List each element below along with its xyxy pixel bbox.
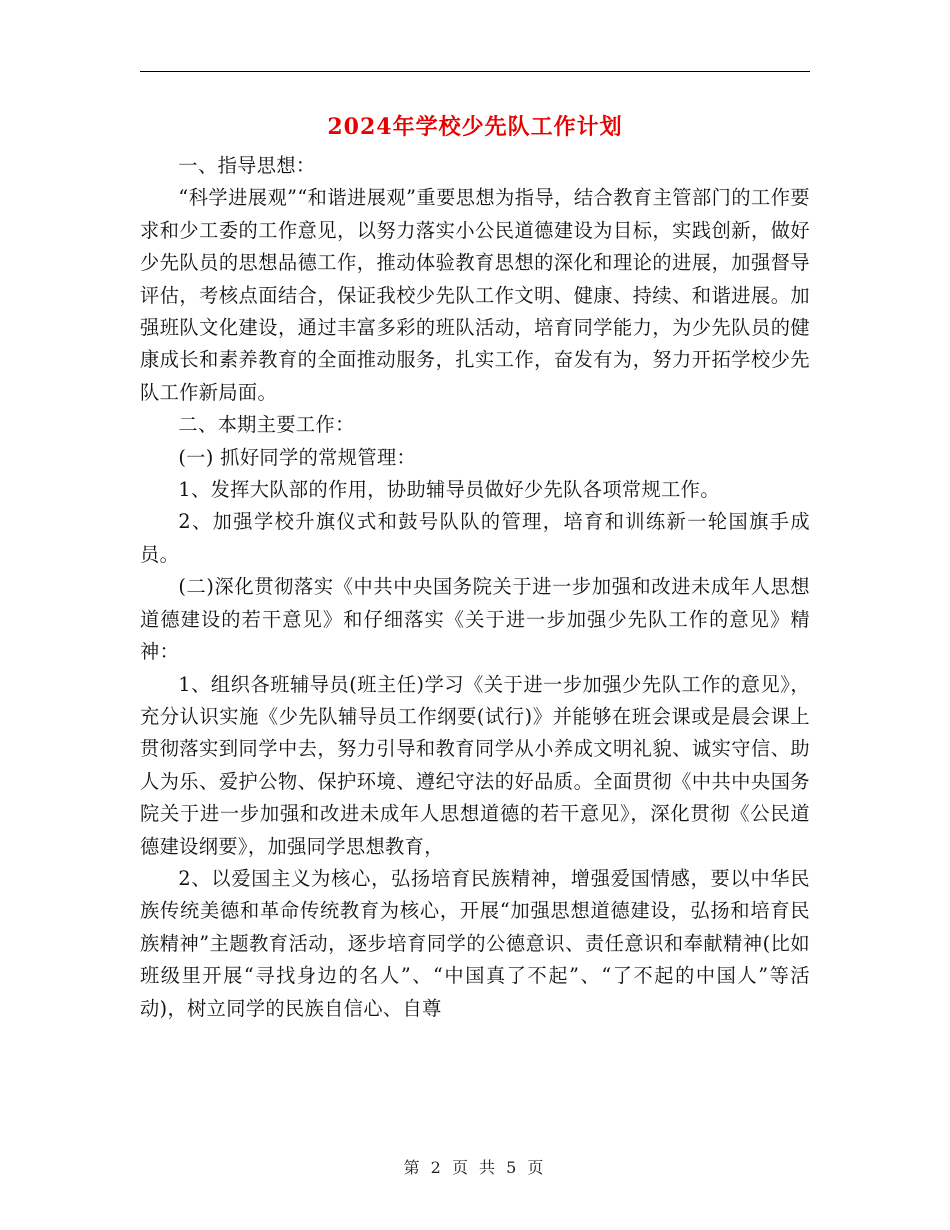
paragraph: 2、加强学校升旗仪式和鼓号队队的管理，培育和训练新一轮国旗手成员。 xyxy=(140,510,810,566)
paragraph: (二)深化贯彻落实《中共中央国务院关于进一步加强和改进未成年人思想道德建设的若干意见》和仔细落实《关于进一步加强少先队工作的意见》精神： xyxy=(140,575,810,664)
document-body xyxy=(140,150,810,1025)
paragraph: 1、发挥大队部的作用，协助辅导员做好少先队各项常规工作。 xyxy=(178,478,720,502)
paragraph: 一、指导思想： xyxy=(178,154,316,177)
document-title: 2024年学校少先队工作计划 xyxy=(327,114,623,140)
paragraph: 二、本期主要工作： xyxy=(178,413,355,437)
paragraph: “科学进展观”“和谐进展观”重要思想为指导，结合教育主管部门的工作要求和少工委的工作意见，以努力落实小公民道德建设为目标，实践创新，做好少先队员的思想品德工作，推动体验教育思想的深化和理论的进展，加强督导评估，考核点面结合，保证我校少先队工作文明、健康、持续、和谐进展。加强班队文化建设，通过丰富多彩的班队活动，培育同学能力，为少先队员的健康成长和素养教育的全面推动服务，扎实工作，奋发有为，努力开拓学校少先队工作新局面。 xyxy=(140,186,810,404)
paragraph: 2、以爱国主义为核心，弘扬培育民族精神，增强爱国情感，要以中华民族传统美德和革命传统教育为核心，开展“加强思想道德建设，弘扬和培育民族精神”主题教育活动，逐步培育同学的公德意识、责任意识和奉献精神(比如班级里开展“寻找身边的名人”、“中国真了不起”、“了不起的中国人”等活动)，树立同学的民族自信心、自尊 xyxy=(140,866,810,1020)
paragraph: (一) 抓好同学的常规管理： xyxy=(178,445,417,469)
paragraph: 1、组织各班辅导员(班主任)学习《关于进一步加强少先队工作的意见》，充分认识实施《少先队辅导员工作纲要(试行)》并能够在班会课或是晨会课上贯彻落实到同学中去，努力引导和教育同学从小养成文明礼貌、诚实守信、助人为乐、爱护公物、保护环境、遵纪守法的好品质。全面贯彻《中共中央国务院关于进一步加强和改进未成年人思想道德的若干意见》，深化贯彻《公民道德建设纲要》，加强同学思想教育， xyxy=(140,672,810,858)
page-footer: 第 2 页 共 5 页 xyxy=(403,1158,547,1177)
header-rule xyxy=(140,71,810,72)
